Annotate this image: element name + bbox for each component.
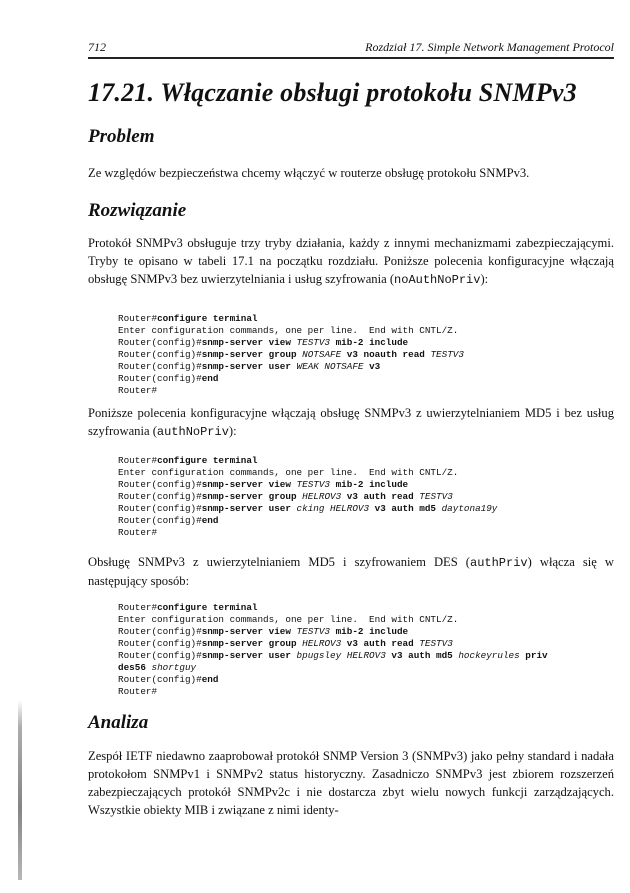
code-prompt: Router# [118,455,158,466]
code-keyword: snmp-server user [201,361,297,372]
code-block-noauth [118,313,464,397]
solution-para-3-end: ) włącza się w następujący sposób: [88,555,614,588]
code-line [118,503,497,514]
code-argument: HELROV3 [302,638,347,649]
code-prompt: Router(config)# [118,503,202,514]
code-keyword: snmp-server group [201,491,303,502]
code-prompt: Router(config)# [118,626,202,637]
solution-para-1-end: ): [480,272,489,286]
code-prompt: Router(config)# [118,337,202,348]
code-keyword: v3 auth md5 [391,650,459,661]
code-line [118,638,453,649]
solution-para-1 [88,234,614,289]
code-argument: TESTV3 [296,626,336,637]
solution-para-2-text: Poniższe polecenia konfiguracyjne włączają obsługę SNMPv3 z uwierzytelnianiem MD5 i bez usług szyfrowania ( [88,406,614,438]
code-line [118,361,380,372]
code-keyword: des56 [118,662,152,673]
solution-para-1-text: Protokół SNMPv3 obsługuje trzy tryby działania, każdy z innymi mechanizmami zabezpieczającymi. Tryby te opisano w tabeli 17.1 na początku rozdziału. Poniższe polecenia konfiguracyjne włączają obsługę SNMPv3 bez uwierzytelniania i usług szyfrowania ( [88,236,614,286]
code-line [118,467,458,478]
code-prompt: Router# [118,686,158,697]
code-prompt: Router# [118,313,158,324]
code-argument: daytona19y [441,503,498,514]
code-line [118,491,453,502]
mode-authnopriv: authNoPriv [156,425,229,439]
code-argument: NOTSAFE [302,349,347,360]
code-line [118,385,157,396]
page-number: 712 [88,40,106,54]
scan-binding-shadow [18,700,22,880]
code-keyword: snmp-server user [201,650,297,661]
code-line [118,325,458,336]
code-argument: cking HELROV3 [296,503,375,514]
solution-para-2-end: ): [228,424,237,438]
code-keyword: configure terminal [157,455,258,466]
code-keyword: snmp-server group [201,638,303,649]
code-block-auth [118,455,497,539]
running-title: Rozdział 17. Simple Network Management Protocol [365,40,614,54]
code-keyword: v3 auth read [346,491,420,502]
code-prompt: Router# [118,602,158,613]
code-line [118,373,218,384]
code-prompt: Router(config)# [118,650,202,661]
problem-heading: Problem [88,126,155,147]
code-keyword: end [201,674,219,685]
code-prompt: Enter configuration commands, one per line. End with CNTL/Z. [118,325,459,336]
code-prompt: Enter configuration commands, one per line. End with CNTL/Z. [118,614,459,625]
code-prompt: Router(config)# [118,361,202,372]
code-keyword: mib-2 include [335,337,409,348]
code-prompt: Router(config)# [118,515,202,526]
code-keyword: v3 noauth read [346,349,431,360]
problem-text: Ze względów bezpieczeństwa chcemy włączyć w routerze obsługę protokołu SNMPv3. [88,166,530,180]
code-line [118,626,408,637]
code-line [118,455,258,466]
code-keyword: v3 auth read [346,638,420,649]
code-prompt: Router(config)# [118,479,202,490]
code-prompt: Enter configuration commands, one per line. End with CNTL/Z. [118,467,459,478]
analysis-heading: Analiza [88,712,149,733]
code-prompt: Router(config)# [118,349,202,360]
analysis-text: Zespół IETF niedawno zaaprobował protokół SNMP Version 3 (SNMPv3) jako pełny standard i nadała protokołom SNMPv1 i SNMPv2 status historyczny. Zasadniczo SNMPv3 jest zbiorem rozszerzeń zabezpieczających protokół SNMPv2c i nie dostarcza zbyt wielu nowych funkcji zarządzających. Wszystkie obiekty MIB i związane z nimi identy- [88,749,614,817]
solution-para-2 [88,404,614,441]
code-line [118,602,258,613]
code-argument: WEAK NOTSAFE [296,361,370,372]
code-keyword: configure terminal [157,313,258,324]
code-keyword: snmp-server view [201,479,297,490]
code-argument: TESTV3 [296,337,336,348]
code-keyword: end [201,373,219,384]
code-line [118,650,548,661]
code-argument: HELROV3 [302,491,347,502]
code-argument: shortguy [151,662,197,673]
code-keyword: snmp-server view [201,626,297,637]
code-keyword: priv [525,650,548,661]
code-argument: TESTV3 [419,638,453,649]
code-prompt: Router(config)# [118,674,202,685]
code-prompt: Router# [118,385,158,396]
code-keyword: snmp-server user [201,503,297,514]
code-line [118,527,157,538]
header-rule [88,58,614,59]
code-block-authpriv [118,602,548,698]
code-line [118,686,157,697]
solution-heading: Rozwiązanie [88,200,187,221]
code-argument: TESTV3 [430,349,464,360]
mode-authpriv: authPriv [470,556,528,570]
code-prompt: Router# [118,527,158,538]
code-line [118,479,408,490]
code-argument: hockeyrules [458,650,526,661]
code-line [118,662,196,673]
code-keyword: end [201,515,219,526]
code-prompt: Router(config)# [118,373,202,384]
code-line [118,313,258,324]
code-argument: TESTV3 [419,491,453,502]
running-header [88,40,614,59]
mode-noauthnopriv: noAuthNoPriv [394,273,481,287]
solution-para-3-text: Obsługę SNMPv3 z uwierzytelnianiem MD5 i szyfrowaniem DES ( [88,555,470,569]
code-argument: bpugsley HELROV3 [296,650,392,661]
code-line [118,349,464,360]
code-line [118,674,218,685]
code-line [118,614,458,625]
code-keyword: snmp-server view [201,337,297,348]
code-keyword: mib-2 include [335,479,409,490]
code-prompt: Router(config)# [118,638,202,649]
code-prompt: Router(config)# [118,491,202,502]
code-keyword: v3 auth md5 [374,503,442,514]
code-keyword: v3 [369,361,381,372]
code-keyword: configure terminal [157,602,258,613]
code-line [118,337,408,348]
code-line [118,515,218,526]
solution-para-3 [88,553,614,590]
section-title: 17.21. Włączanie obsługi protokołu SNMPv3 [88,78,577,107]
code-keyword: snmp-server group [201,349,303,360]
code-argument: TESTV3 [296,479,336,490]
code-keyword: mib-2 include [335,626,409,637]
